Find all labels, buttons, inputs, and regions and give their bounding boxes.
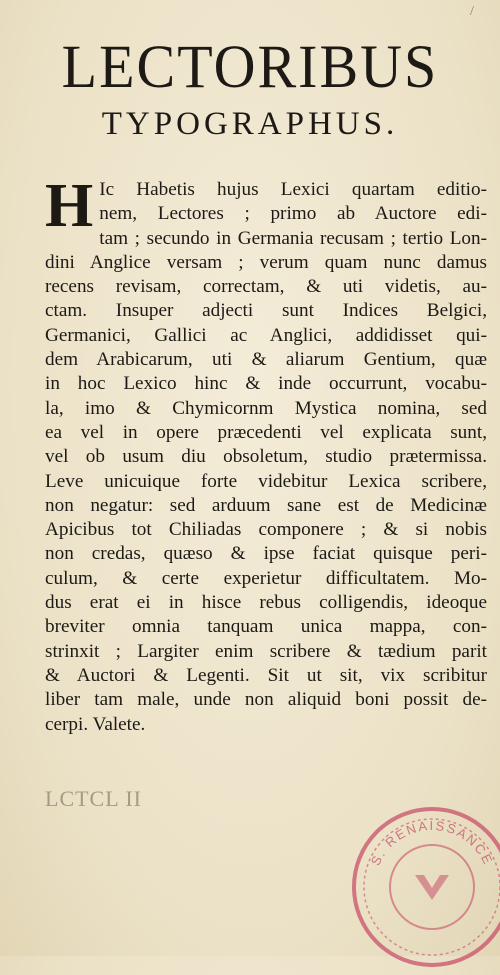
- text-line: non negatur: sed arduum sane est de Medicinæ: [45, 494, 487, 516]
- text-line: dus erat ei in hisce rebus colligendis, ideoque: [45, 592, 487, 614]
- text-line: breviter omnia tanquam unica mappa, con-: [45, 616, 487, 638]
- text-line: la, imo & Chymicornm Mystica nomina, sed: [45, 397, 487, 419]
- preface-text: [45, 172, 487, 737]
- page-subtitle: TYPOGRAPHUS.: [101, 106, 399, 142]
- text-line: liber tam male, unde non aliquid boni possit de-: [45, 689, 487, 711]
- text-line: non credas, quæso & ipse faciat quisque peri-: [45, 543, 487, 565]
- text-line: strinxit ; Largiter enim scribere & tædium parit: [45, 640, 487, 662]
- text-line: Leve unicuique forte videbitur Lexica scribere,: [45, 470, 487, 492]
- text-line: Germanici, Gallici ac Anglici, addidisset qui-: [45, 324, 487, 346]
- corner-mark: /: [470, 4, 474, 19]
- text-line: recens revisam, correctam, & uti videtis, au-: [45, 276, 487, 298]
- text-line: nem, Lectores ; primo ab Auctore edi-: [99, 203, 487, 225]
- stamp-text: S. RENAISSANCE: [367, 817, 497, 868]
- text-line: tam ; secundo in Germania recusam ; tertio Lon-: [99, 227, 487, 249]
- text-line: dini Anglice versam ; verum quam nunc damus: [45, 251, 487, 273]
- text-line: in hoc Lexico hinc & inde occurrunt, vocabu-: [45, 373, 487, 395]
- drop-cap: H: [45, 172, 94, 240]
- text-line: cerpi. Valete.: [45, 713, 146, 735]
- text-line: vel ob usum diu obsoletum, studio prætermissa.: [45, 446, 487, 468]
- page-title: LECTORIBUS: [61, 32, 439, 101]
- text-line: ea vel in opere præcedenti vel explicata sunt,: [45, 421, 487, 443]
- library-stamp: [345, 800, 500, 975]
- text-line: ctam. Insuper adjecti sunt Indices Belgici,: [45, 300, 487, 322]
- signature-mark: LCTCL II: [45, 786, 142, 811]
- text-line: dem Arabicarum, uti & aliarum Gentium, quæ: [45, 349, 487, 371]
- text-line: Ic Habetis hujus Lexici quartam editio-: [99, 179, 487, 200]
- text-line: Apicibus tot Chiliadas componere ; & si nobis: [45, 519, 487, 541]
- text-line: culum, & certe experietur difficultatem. Mo-: [45, 567, 487, 589]
- text-line: & Auctori & Legenti. Sit ut sit, vix scribitur: [45, 664, 487, 686]
